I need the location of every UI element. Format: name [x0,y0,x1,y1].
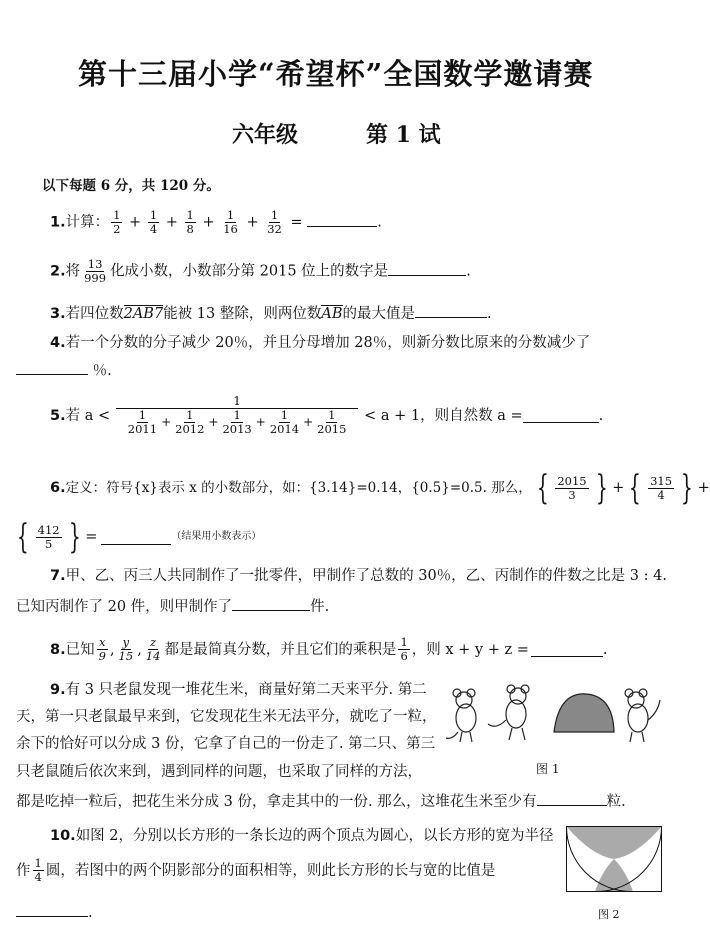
note-text: （结果用小数表示） [171,531,262,542]
question-5: 5. 若 a < 1 $\frac{1}{2011}$ + $\frac{1}{2012}$ + $\frac{1}{2013}$ + $\frac{1}{2014}$ + $\frac{1}{2015}$ < a + 1，则自然数 a = . [50,394,604,436]
question-6: 6. 定义：符号{x}表示 x 的小数部分，如：{3.14}=0.14，{0.5}=0.5. 那么， { $\frac{2015}{3}$ } + { $\frac{315}{4}$ } + [50,468,710,508]
fraction: $\frac{1}{4}$ [149,208,158,236]
question-text: 若一个分数的分子减少 20％，并且分母增加 28％，则新分数比原来的分数减少了 [65,335,591,351]
question-7-line2: 已知丙制作了 20 件，则甲制作了 件. [16,596,329,617]
question-number: 10. [50,828,76,844]
page-title: 第十三届小学“希望杯”全国数学邀请赛 [78,57,594,91]
question-10: 10.如图 2，分别以长方形的一条长边的两个顶点为圆心，以长方形的宽为半径 [50,828,554,844]
answer-blank[interactable] [537,791,607,806]
question-10-line3: . [16,902,93,923]
question-4 [50,333,590,353]
answer-blank[interactable] [16,360,88,375]
question-number: 1. [50,214,66,231]
grade-label: 六年级 [232,122,299,148]
question-1: 1.计算： $\frac{1}{2}$ + $\frac{1}{4}$ + $\frac{1}{8}$ + $\frac{1}{16}$ + $\frac{1}{32}$ = . [50,208,382,236]
question-9: 9.有 3 只老鼠发现一堆花生米，商量好第二天来平分. 第二 [50,682,427,698]
answer-blank[interactable] [101,530,171,545]
question-text: 计算： [65,214,110,231]
fraction: $\frac{1}{16}$ [223,208,238,236]
question-number: 5. [50,407,66,424]
question-number: 6. [50,480,66,496]
question-text: 化成小数，小数部分第 2015 位上的数字是 [110,263,389,280]
answer-blank[interactable] [388,261,466,276]
question-number: 4. [50,335,66,351]
intro-text: 以下每题 6 分，共 120 分。 [42,178,220,194]
fraction: $\frac{1}{2}$ [113,208,121,236]
question-9-line: 天，第一只老鼠最早来到，它发现花生米无法平分，就吃了一粒， [16,709,437,725]
figure-2-caption: 图 2 [598,908,620,921]
question-text: 将 [65,263,81,280]
question-number: 9. [50,682,66,698]
answer-blank[interactable] [523,408,599,423]
overlined-number: 2AB7 [123,306,164,322]
question-9-line: 余下的恰好可以分成 3 份，它拿了自己的一份走了. 第二只、第三 [16,736,436,752]
question-number: 7. [50,568,66,584]
question-4-line2: ％. [16,360,112,381]
overlined-number: AB [321,306,343,322]
answer-blank[interactable] [307,212,377,227]
answer-blank[interactable] [531,642,603,657]
fraction: $\frac{1}{32}$ [267,208,282,236]
round-label: 第 1 试 [366,122,441,148]
answer-blank[interactable] [415,303,487,318]
question-number: 3. [50,306,66,322]
fraction: $\frac{1}{8}$ [186,208,194,236]
question-9-line: 都是吃掉一粒后，把花生米分成 3 份，拿走其中的一份. 那么，这堆花生米至少有 粒. [16,791,626,812]
question-2: 2.将 $\frac{13}{999}$ 化成小数，小数部分第 2015 位上的数字是 . [50,257,471,285]
question-number: 2. [50,263,66,280]
question-9-line: 只老鼠随后依次来到，遇到同样的问题，也采取了同样的方法， [16,764,422,780]
figure-1-mice-and-peanuts [444,680,664,750]
question-8: 8. 已知 $\frac{x}{9}$ , $\frac{y}{15}$ , $\frac{z}{14}$ 都是最简真分数，并且它们的乘积是 $\frac{1}{6}$ ，则 x + y + z = . [50,635,608,663]
figure-1-caption: 图 1 [536,762,560,776]
question-7: 7.甲、乙、丙三人共同制作了一批零件，甲制作了总数的 30％，乙、丙制作的件数之比是 3 : 4. [50,568,667,584]
question-10-line2: 作 $\frac{1}{4}$ 圆，若图中的两个阴影部分的面积相等，则此长方形的长与宽的比值是 [16,856,496,884]
fraction: $\frac{13}{999}$ [84,257,107,285]
complex-fraction: 1 $\frac{1}{2011}$ + $\frac{1}{2012}$ + $\frac{1}{2013}$ + $\frac{1}{2014}$ + $\frac{1}{2015}$ [116,395,358,436]
question-number: 8. [50,641,66,658]
answer-blank[interactable] [16,902,88,917]
figure-2-rectangle-quarter-circles [566,826,662,896]
question-6-line2: { $\frac{412}{5}$ } = （结果用小数表示） [16,517,262,557]
answer-blank[interactable] [232,596,310,611]
question-3: 3.若四位数2AB7能被 13 整除，则两位数AB的最大值是 . [50,303,492,324]
